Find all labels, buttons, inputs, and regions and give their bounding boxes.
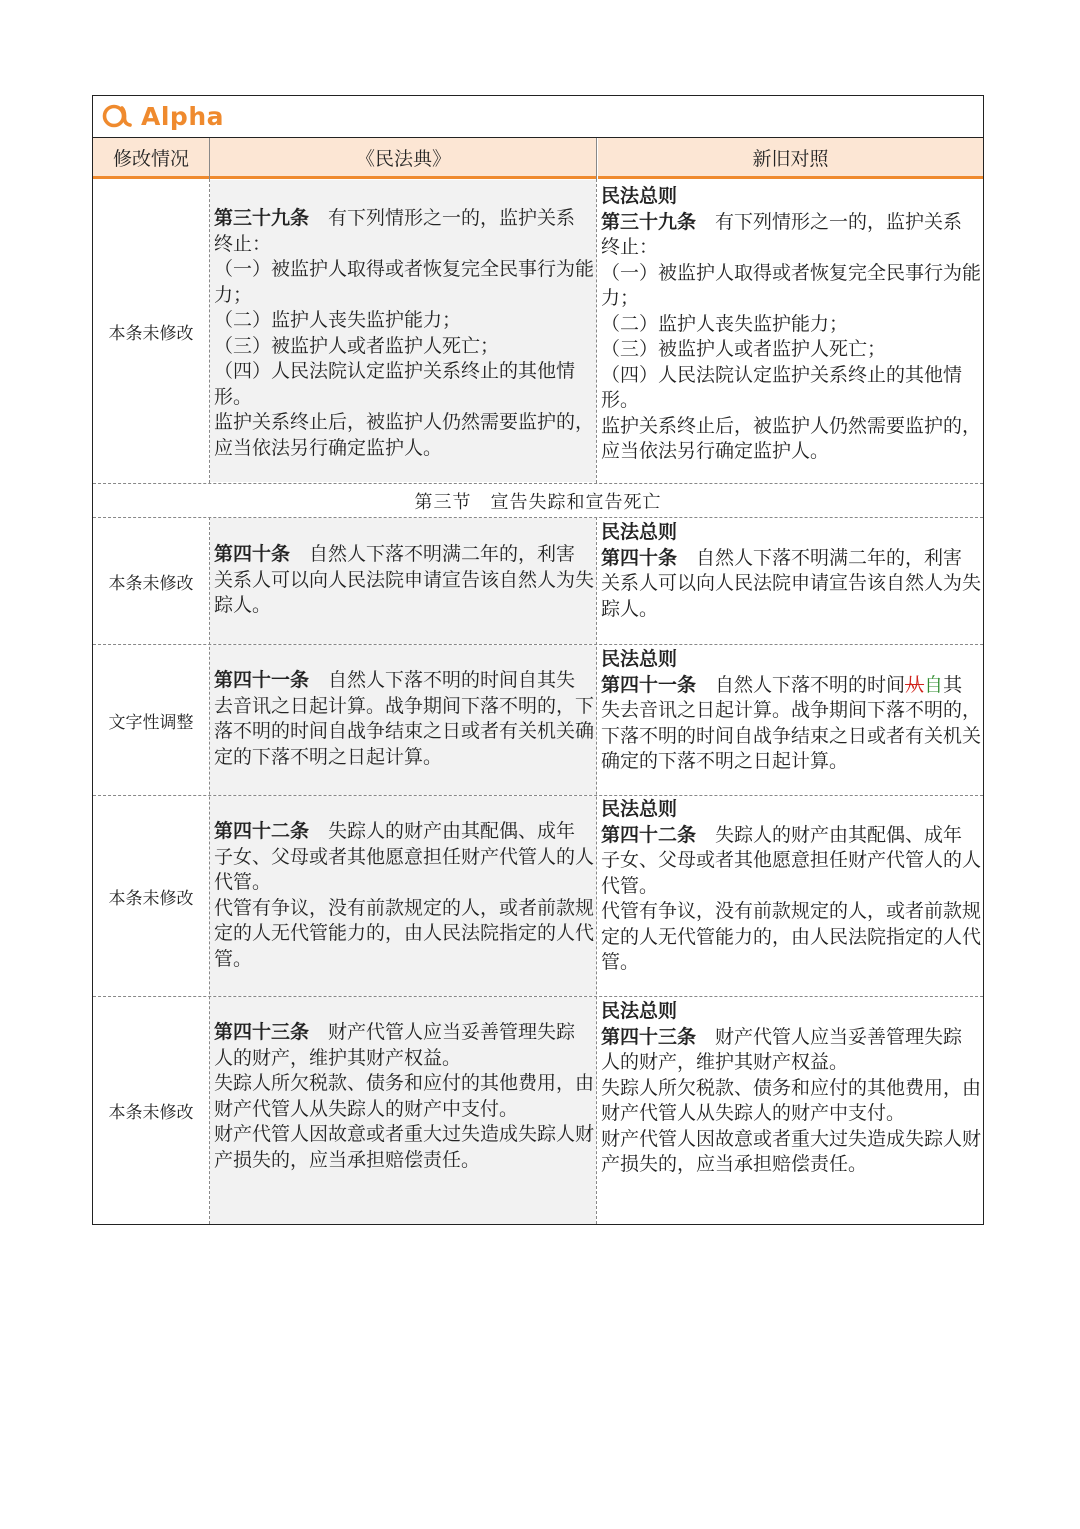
inserted-text: 自 (924, 673, 944, 696)
article-title: 第四十一条 (601, 673, 697, 696)
column-divider (209, 517, 210, 1224)
compare-article-42: 民法总则 第四十二条 失踪人的财产由其配偶、成年子女、父母或者其他愿意担任财产代管人的人代管。 代管有争议，没有前款规定的人，或者前款规定的人无代管能力的，由人民法院指定的人代管。 (601, 798, 982, 973)
row-status: 本条未修改 (108, 888, 194, 909)
logo-bar (93, 96, 983, 138)
article-title: 第四十三条 (601, 1025, 697, 1048)
row-divider (93, 644, 983, 645)
comparison-document (92, 95, 984, 1225)
header-compare: 新旧对照 (598, 138, 983, 179)
column-divider (596, 517, 597, 1224)
code-article-39: 第三十九条 有下列情形之一的，监护关系终止： （一）被监护人取得或者恢复完全民事行为能力； （二）监护人丧失监护能力； （三）被监护人或者监护人死亡； （四）人民法院认定监护关系终止的其他情形。 监护关系终止后，被监护人仍然需要监护的，应当依法另行确定监护人。 (214, 207, 595, 459)
header-code: 《民法典》 (210, 138, 597, 179)
article-title: 第四十条 (214, 543, 291, 565)
article-title: 第四十二条 (214, 820, 310, 842)
compare-article-43: 民法总则 第四十三条 财产代管人应当妥善管理失踪人的财产，维护其财产权益。 失踪人所欠税款、债务和应付的其他费用，由财产代管人从失踪人的财产中支付。 财产代管人因故意或者重大过失造成失踪人财产损失的，应当承担赔偿责任。 (601, 1000, 982, 1175)
code-article-42: 第四十二条 失踪人的财产由其配偶、成年子女、父母或者其他愿意担任财产代管人的人代管。 代管有争议，没有前款规定的人，或者前款规定的人无代管能力的，由人民法院指定的人代管。 (214, 820, 595, 970)
brand-name: Alpha (141, 101, 224, 131)
row-status: 本条未修改 (108, 573, 194, 594)
article-title: 第三十九条 (214, 207, 310, 229)
section-title: 第三节 宣告失踪和宣告死亡 (414, 492, 662, 513)
deleted-text: 从 (905, 673, 925, 696)
law-heading: 民法总则 (601, 185, 678, 207)
compare-article-40: 民法总则 第四十条 自然人下落不明满二年的，利害关系人可以向人民法院申请宣告该自然人为失踪人。 (601, 521, 982, 620)
code-article-43: 第四十三条 财产代管人应当妥善管理失踪人的财产，维护其财产权益。 失踪人所欠税款、债务和应付的其他费用，由财产代管人从失踪人的财产中支付。 财产代管人因故意或者重大过失造成失踪人财产损失的，应当承担赔偿责任。 (214, 1021, 595, 1171)
compare-article-41: 民法总则 第四十一条 自然人下落不明的时间从自其失去音讯之日起计算。战争期间下落不明的，下落不明的时间自战争结束之日或者有关机关确定的下落不明之日起计算。 (601, 648, 982, 772)
column-divider (209, 179, 210, 483)
article-title: 第四十二条 (601, 823, 697, 846)
header-divider (596, 138, 597, 179)
code-article-40: 第四十条 自然人下落不明满二年的，利害关系人可以向人民法院申请宣告该自然人为失踪人。 (214, 543, 595, 616)
column-divider (596, 179, 597, 483)
brand-logo (101, 101, 224, 131)
row-divider (93, 795, 983, 796)
law-heading: 民法总则 (601, 648, 678, 670)
header-divider (209, 138, 210, 179)
row-status: 文字性调整 (108, 712, 194, 733)
law-heading: 民法总则 (601, 521, 678, 543)
code-article-41: 第四十一条 自然人下落不明的时间自其失去音讯之日起计算。战争期间下落不明的，下落不明的时间自战争结束之日或者有关机关确定的下落不明之日起计算。 (214, 669, 595, 768)
law-heading: 民法总则 (601, 798, 678, 820)
article-title: 第四十条 (601, 546, 678, 569)
alpha-logo-icon (101, 102, 135, 130)
article-title: 第四十三条 (214, 1021, 310, 1043)
law-heading: 民法总则 (601, 1000, 678, 1022)
row-divider (93, 996, 983, 997)
header-status: 修改情况 (93, 138, 209, 179)
row-status: 本条未修改 (108, 324, 194, 344)
compare-article-39: 民法总则 第三十九条 有下列情形之一的，监护关系终止： （一）被监护人取得或者恢复完全民事行为能力； （二）监护人丧失监护能力； （三）被监护人或者监护人死亡； （四）人民法院认定监护关系终止的其他情形。 监护关系终止后，被监护人仍然需要监护的，应当依法另行确定监护人。 (601, 185, 982, 462)
article-title: 第四十一条 (214, 669, 310, 691)
row-status: 本条未修改 (108, 1103, 194, 1123)
article-title: 第三十九条 (601, 210, 697, 233)
